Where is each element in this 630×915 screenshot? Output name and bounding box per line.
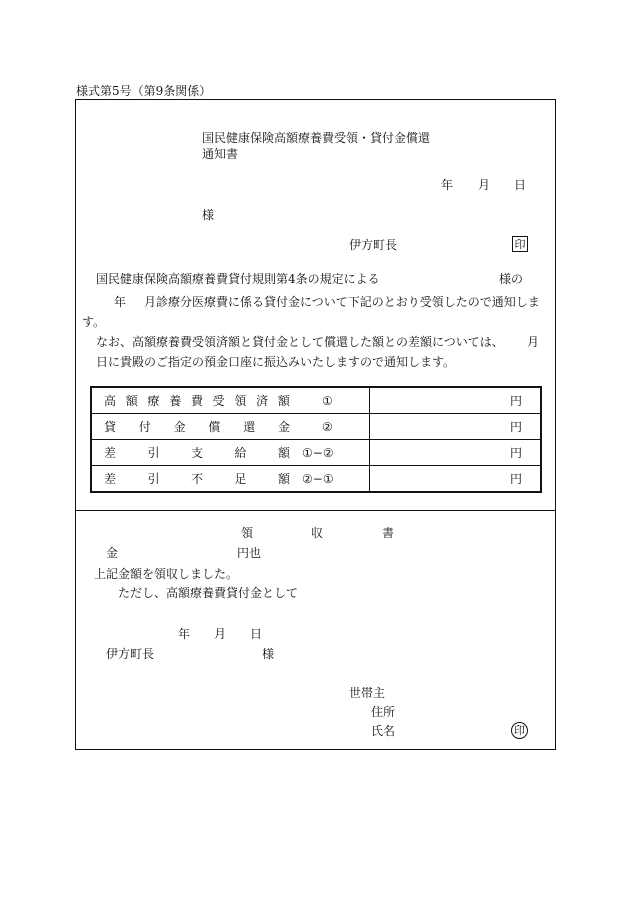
receipt-addressee-suffix: 様 <box>262 647 275 661</box>
row-mark: ①−② <box>302 445 334 460</box>
amount-table <box>90 386 542 493</box>
receipt-amount-suffix: 円也 <box>237 546 262 560</box>
row-label: 差 引 支 給 額 <box>104 446 290 460</box>
notice-body-line1: 国民健康保険高額療養費貸付規則第4条の規定による <box>96 272 380 286</box>
row-label: 差 引 不 足 額 <box>104 472 290 486</box>
address-label: 住所 <box>371 705 396 719</box>
receipt-addressee: 伊方町長 <box>106 647 155 661</box>
issuer-seal-icon: 印 <box>512 236 528 252</box>
notice-date-month: 月 <box>478 178 491 192</box>
notice-body-line2-year: 年 <box>114 295 127 309</box>
notice-title-line2: 通知書 <box>202 147 239 161</box>
row-mark: ① <box>322 393 333 408</box>
receipt-date-month: 月 <box>214 627 227 641</box>
notice-issuer: 伊方町長 <box>349 238 398 252</box>
row-unit: 円 <box>509 394 522 408</box>
name-label: 氏名 <box>371 724 396 738</box>
row-unit: 円 <box>370 414 542 440</box>
table-row <box>91 387 541 414</box>
receipt-received-text: 上記金額を領収しました。 <box>94 567 239 581</box>
receipt-date-year: 年 <box>178 627 191 641</box>
receipt-title-char: 書 <box>382 526 395 540</box>
notice-body-line4: なお、高額療養費受領済額と貸付金として償還した額との差額については、 <box>96 335 504 349</box>
row-mark: ② <box>322 419 333 434</box>
notice-date-year: 年 <box>441 178 454 192</box>
receipt-proviso: ただし、高額療養費貸付金として <box>118 586 299 600</box>
receipt-date-day: 日 <box>250 627 263 641</box>
row-unit: 円 <box>370 440 542 466</box>
notice-addressee-suffix: 様 <box>202 208 215 222</box>
notice-body-line5: 日に貴殿のご指定の預金口座に振込みいたしますので通知します。 <box>96 355 456 369</box>
table-row <box>91 414 541 440</box>
householder-label: 世帯主 <box>349 686 386 700</box>
notice-body-line3: す。 <box>82 315 106 329</box>
table-row <box>91 440 541 466</box>
row-unit: 円 <box>370 466 542 493</box>
receipt-title-char: 領 <box>241 526 254 540</box>
notice-body-line2: 月診療分医療費に係る貸付金について下記のとおり受領したので通知しま <box>144 295 540 309</box>
row-label: 高 額 療 養 費 受 領 済 額 <box>104 394 290 408</box>
notice-body-line1-suffix: 様の <box>499 272 524 286</box>
table-row <box>91 466 541 493</box>
row-mark: ②−① <box>302 471 334 486</box>
notice-body-line4-month: 月 <box>527 335 540 349</box>
name-seal-icon: 印 <box>511 722 528 739</box>
row-label: 貸 付 金 償 還 金 <box>104 420 290 434</box>
receipt-divider <box>75 510 556 511</box>
receipt-title-char: 収 <box>311 526 324 540</box>
form-number: 様式第5号（第9条関係） <box>76 84 212 98</box>
notice-title-line1: 国民健康保険高額療養費受領・貸付金償還 <box>202 131 431 145</box>
notice-date-day: 日 <box>514 178 527 192</box>
receipt-amount-prefix: 金 <box>106 546 119 560</box>
